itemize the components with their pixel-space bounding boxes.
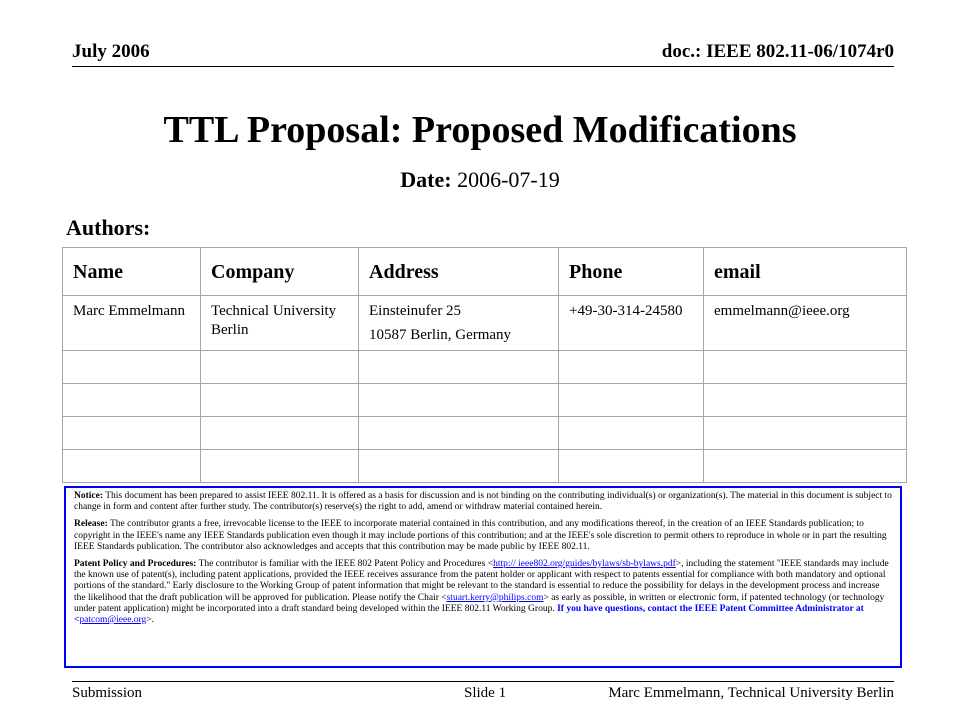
table-cell — [63, 450, 201, 483]
patent-end: >. — [146, 615, 155, 626]
authors-table — [62, 247, 907, 483]
date-line — [0, 166, 960, 194]
table-row — [63, 450, 907, 483]
patent-label: Patent Policy and Procedures: — [74, 559, 197, 570]
footer-slide-number: Slide 1 — [464, 685, 507, 701]
table-cell — [201, 351, 359, 384]
author-phone: +49-30-314-24580 — [559, 296, 704, 351]
release-paragraph — [74, 519, 892, 553]
table-cell — [359, 351, 559, 384]
table-cell — [201, 450, 359, 483]
table-row — [63, 351, 907, 384]
author-email: emmelmann@ieee.org — [704, 296, 907, 351]
patent-question: If you have questions, contact the IEEE Patent Committee Administrator at < — [74, 603, 864, 626]
authors-label: Authors: — [66, 215, 151, 240]
column-header-phone: Phone — [559, 248, 704, 296]
header-rule — [72, 66, 894, 67]
footer-author: Marc Emmelmann, Technical University Berlin — [608, 685, 894, 701]
table-cell — [704, 417, 907, 450]
notice-paragraph — [74, 491, 892, 513]
footer-submission: Submission — [72, 685, 143, 701]
column-header-company: Company — [201, 248, 359, 296]
date-label: Date: — [400, 167, 452, 192]
author-address — [359, 296, 559, 351]
release-text: The contributor grants a free, irrevocable license to the IEEE to incorporate material contained in this contribution, and any modifications thereof, in the creation of an IEEE Standards publication; to copyright in the IEEE's name any IEEE Standards publication even though it may include portions of this contribution; and at the IEEE's sole discretion to permit others to reproduce in whole or in part the resulting IEEE Standards publication. The contributor also acknowledges and accepts that this contribution may be made public by IEEE 802.11. — [74, 519, 887, 552]
table-cell — [63, 417, 201, 450]
table-cell — [63, 351, 201, 384]
column-header-address: Address — [359, 248, 559, 296]
table-cell — [559, 351, 704, 384]
table-cell — [359, 450, 559, 483]
notice-text: This document has been prepared to assist IEEE 802.11. It is offered as a basis for discussion and is not binding on the contributing individual(s) or organization(s). The material in this document is subject to change in form and content after further study. The contributor(s) reserve(s) the right to add, amend or withdraw material contained herein. — [74, 491, 892, 513]
patcom-email-link[interactable]: patcom@ieee.org — [79, 615, 147, 626]
table-cell — [359, 384, 559, 417]
column-header-name: Name — [63, 248, 201, 296]
table-header-row — [63, 248, 907, 296]
table-cell — [559, 417, 704, 450]
header-date: July 2006 — [72, 41, 150, 62]
table-cell — [559, 384, 704, 417]
patent-text-2: >, including the statement "IEEE standards may include the known use of patent(s), including patent applications, provided the IEEE receives assurance from the patent holder or applicant with respect to patents essential for compliance with both mandatory and optional portions of the standard." Early disclosure to the Working Group of patent information that might be relevant to the standard is essential to reduce the possibility for delays in the development process and increase the likelihood that the draft publication will be approved for publication. Please notify the Chair < — [74, 559, 889, 603]
table-cell — [704, 351, 907, 384]
table-cell — [559, 450, 704, 483]
column-header-email: email — [704, 248, 907, 296]
table-cell — [704, 384, 907, 417]
table-row — [63, 296, 907, 351]
patent-text-3: > as early as possible, in written or electronic form, if patented technology (or technology under patent application) might be incorporated into a draft standard being developed within the IEEE 802.11 Working Group. — [74, 592, 885, 614]
table-cell — [201, 417, 359, 450]
slide-title: TTL Proposal: Proposed Modifications — [163, 109, 797, 151]
address-line-1: Einsteinufer 25 — [369, 303, 462, 319]
author-name: Marc Emmelmann — [63, 296, 201, 351]
patent-paragraph — [74, 559, 892, 626]
release-label: Release: — [74, 519, 108, 530]
table-cell — [201, 384, 359, 417]
address-line-2: 10587 Berlin, Germany — [369, 327, 512, 343]
table-cell — [704, 450, 907, 483]
footer-rule — [72, 681, 894, 682]
bylaws-link[interactable]: http:// ieee802.org/guides/bylaws/sb-bylaws.pdf — [493, 559, 676, 570]
date-value: 2006-07-19 — [457, 167, 560, 192]
table-cell — [359, 417, 559, 450]
author-company: Technical University Berlin — [201, 296, 359, 351]
chair-email-link[interactable]: stuart.kerry@philips.com — [446, 592, 544, 603]
table-row — [63, 384, 907, 417]
table-cell — [63, 384, 201, 417]
header-doc-id: doc.: IEEE 802.11-06/1074r0 — [661, 41, 894, 62]
patent-text-1: The contributor is familiar with the IEEE 802 Patent Policy and Procedures < — [198, 559, 494, 570]
table-row — [63, 417, 907, 450]
notice-box — [64, 486, 902, 668]
notice-label: Notice: — [74, 491, 104, 501]
